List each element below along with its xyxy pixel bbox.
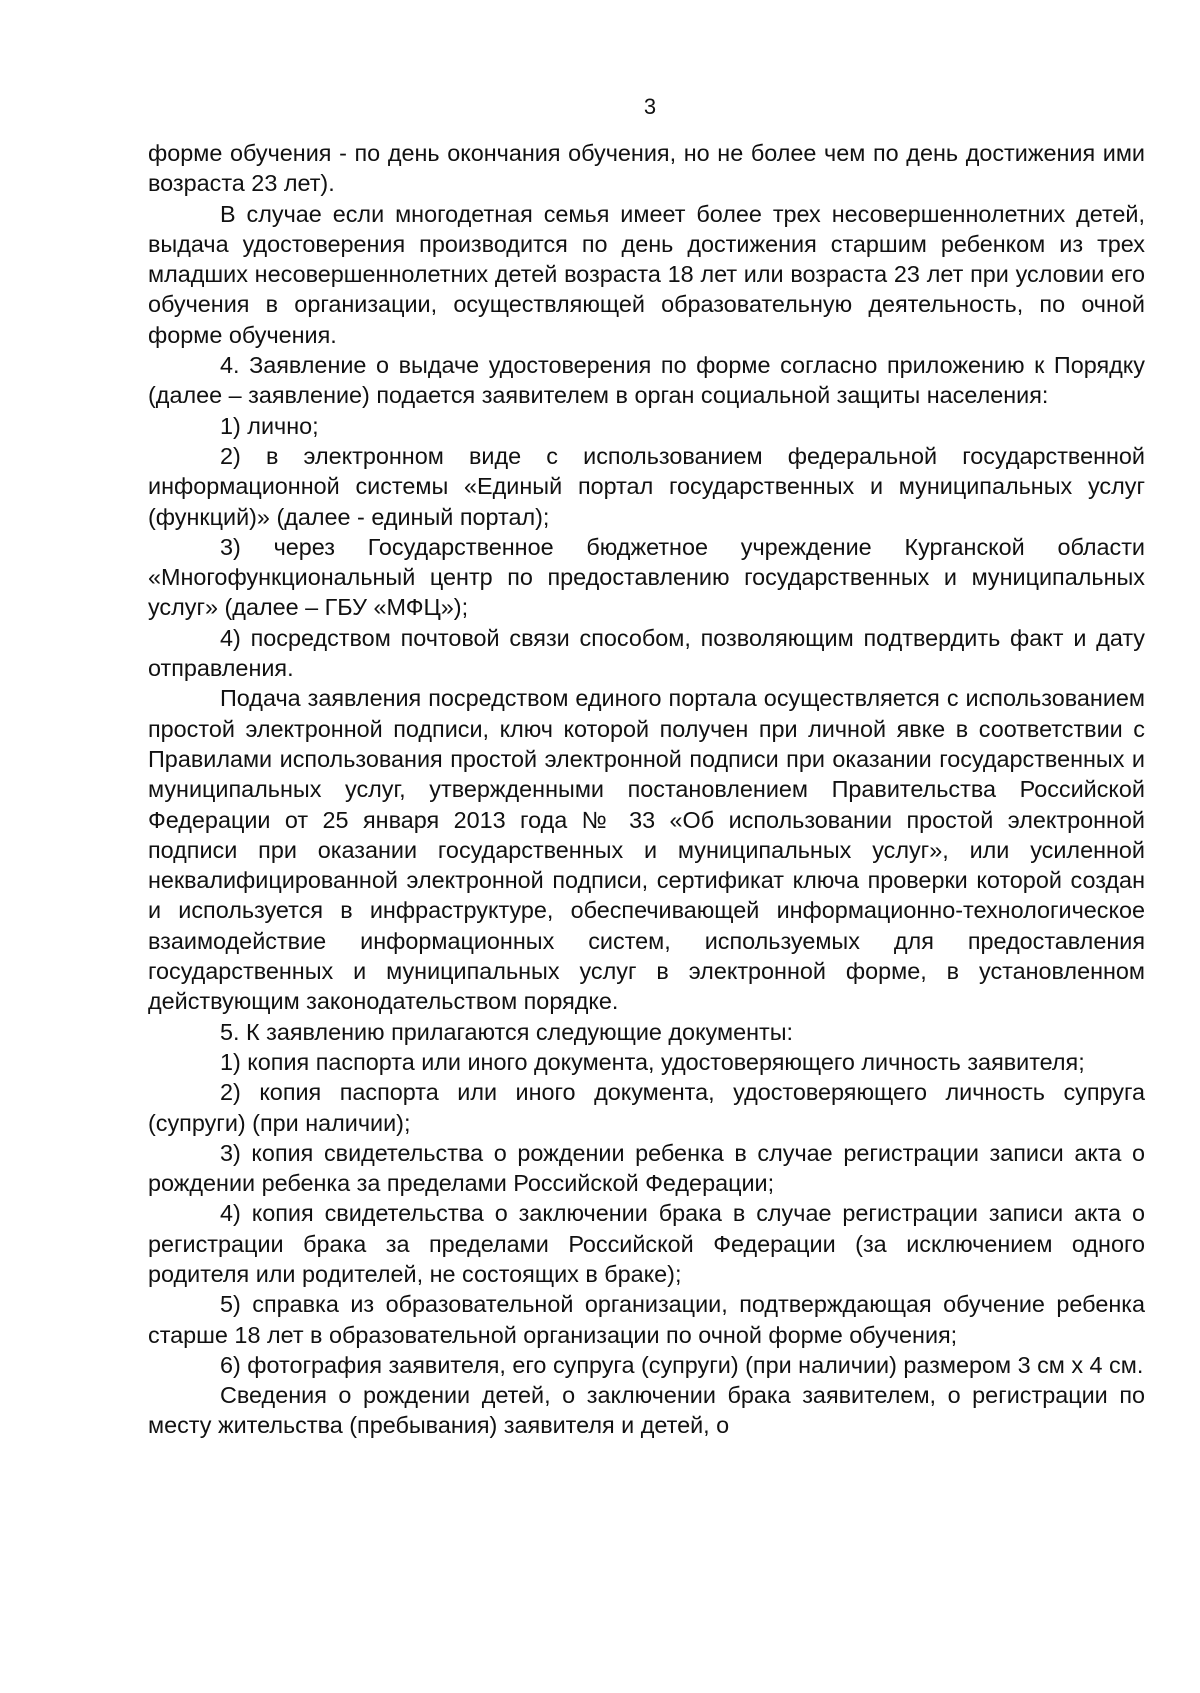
paragraph-document-3: 3) копия свидетельства о рождении ребенка в случае регистрации записи акта о рождении ребенка за пределами Российской Федерации; bbox=[148, 1139, 1145, 1197]
paragraph-document-5: 5) справка из образовательной организации, подтверждающая обучение ребенка старше 18 лет в образовательной организации по очной форме обучения; bbox=[148, 1291, 1145, 1348]
paragraph-subitem-4: 4) посредством почтовой связи способом, позволяющим подтвердить факт и дату отправления. bbox=[148, 624, 1145, 682]
paragraph-portal-submission: Подача заявления посредством единого портала осуществляется с использованием простой электронной подписи, ключ которой получен при личной явке в соответствии с Правилами использования простой электронной подписи при оказании государственных и муниципальных услуг, утвержденными постановлением Правительства Российской Федерации от 25 января 2013 года № 33 «Об использовании простой электронной подписи при оказании государственных и муниципальных услуг», или усиленной неквалифицированной электронной подписи, сертификат ключа проверки которой создан и используется в инфраструктуре, обеспечивающей информационно-технологическое взаимодействие информационных систем, используемых для предоставления государственных и муниципальных услуг в электронной форме, в установленном действующим законодательством порядке. bbox=[148, 685, 1145, 1015]
page-number: 3 bbox=[643, 94, 657, 119]
document-body bbox=[148, 138, 1145, 1441]
paragraph-information: Сведения о рождении детей, о заключении брака заявителем, о регистрации по месту жительства (пребывания) заявителя и детей, о bbox=[148, 1382, 1145, 1439]
paragraph-document-6: 6) фотография заявителя, его супруга (супруги) (при наличии) размером 3 см x 4 см. bbox=[220, 1351, 1144, 1378]
paragraph-item-4: 4. Заявление о выдаче удостоверения по форме согласно приложению к Порядку (далее – заявление) подается заявителем в орган социальной защиты населения: bbox=[148, 352, 1145, 409]
paragraph-document-4: 4) копия свидетельства о заключении брака в случае регистрации записи акта о регистрации брака за пределами Российской Федерации (за исключением одного родителя или родителей, не состоящих в браке); bbox=[148, 1200, 1145, 1287]
paragraph-document-1: 1) копия паспорта или иного документа, удостоверяющего личность заявителя; bbox=[220, 1048, 1085, 1075]
paragraph-document-2: 2) копия паспорта или иного документа, удостоверяющего личность супруга (супруги) (при наличии); bbox=[148, 1079, 1145, 1136]
paragraph-large-family: В случае если многодетная семья имеет более трех несовершеннолетних детей, выдача удостоверения производится по день достижения старшим ребенком из трех младших несовершеннолетних детей возраста 18 лет или возраста 23 лет при условии его обучения в организации, осуществляющей образовательную деятельность, по очной форме обучения. bbox=[148, 200, 1145, 348]
paragraph-subitem-2: 2) в электронном виде с использованием федеральной государственной информационной системы «Единый портал государственных и муниципальных услуг (функций)» (далее - единый портал); bbox=[148, 442, 1145, 530]
paragraph-continuation: форме обучения - по день окончания обучения, но не более чем по день достижения ими возраста 23 лет). bbox=[148, 140, 1145, 197]
paragraph-subitem-3: 3) через Государственное бюджетное учреждение Курганской области «Многофункциональный центр по предоставлению государственных и муниципальных услуг» (далее – ГБУ «МФЦ»); bbox=[148, 533, 1145, 621]
paragraph-item-5: 5. К заявлению прилагаются следующие документы: bbox=[220, 1018, 794, 1045]
paragraph-subitem-1: 1) лично; bbox=[220, 412, 319, 439]
